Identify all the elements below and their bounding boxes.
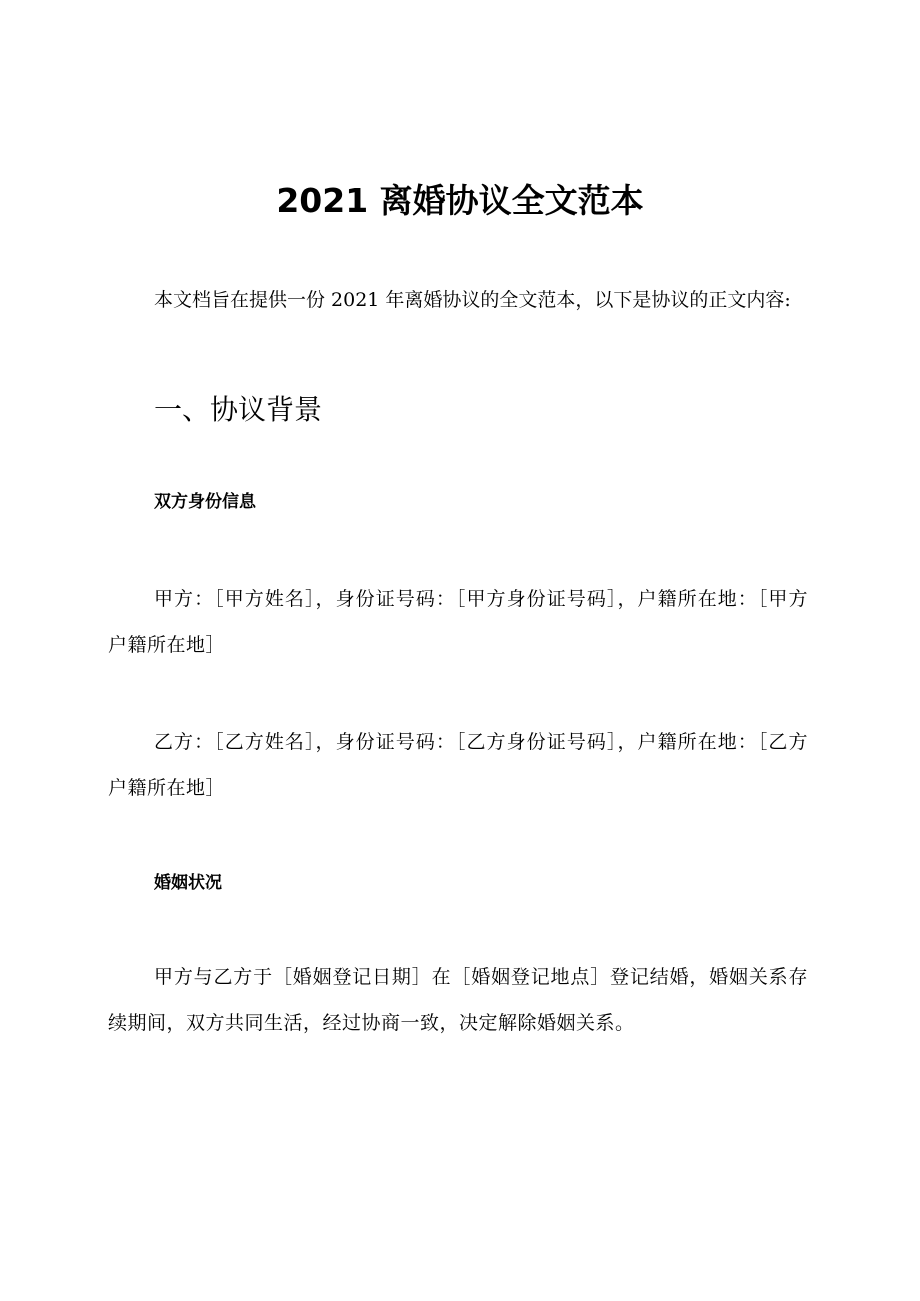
party-b-paragraph: 乙方：［乙方姓名］，身份证号码：［乙方身份证号码］，户籍所在地：［乙方户籍所在地］: [108, 731, 808, 799]
document-title: 2021 离婚协议全文范本: [276, 181, 644, 220]
intro-paragraph: 本文档旨在提供一份 2021 年离婚协议的全文范本，以下是协议的正文内容:: [154, 289, 791, 311]
subheading-marriage: 婚姻状况: [154, 873, 222, 893]
subheading-identity: 双方身份信息: [154, 492, 256, 512]
marriage-paragraph: 甲方与乙方于［婚姻登记日期］在［婚姻登记地点］登记结婚，婚姻关系存续期间，双方共同生活，经过协商一致，决定解除婚姻关系。: [108, 966, 808, 1034]
section-heading-background: 一、协议背景: [154, 393, 323, 426]
party-a-paragraph: 甲方：［甲方姓名］，身份证号码：［甲方身份证号码］，户籍所在地：［甲方户籍所在地］: [108, 588, 808, 656]
